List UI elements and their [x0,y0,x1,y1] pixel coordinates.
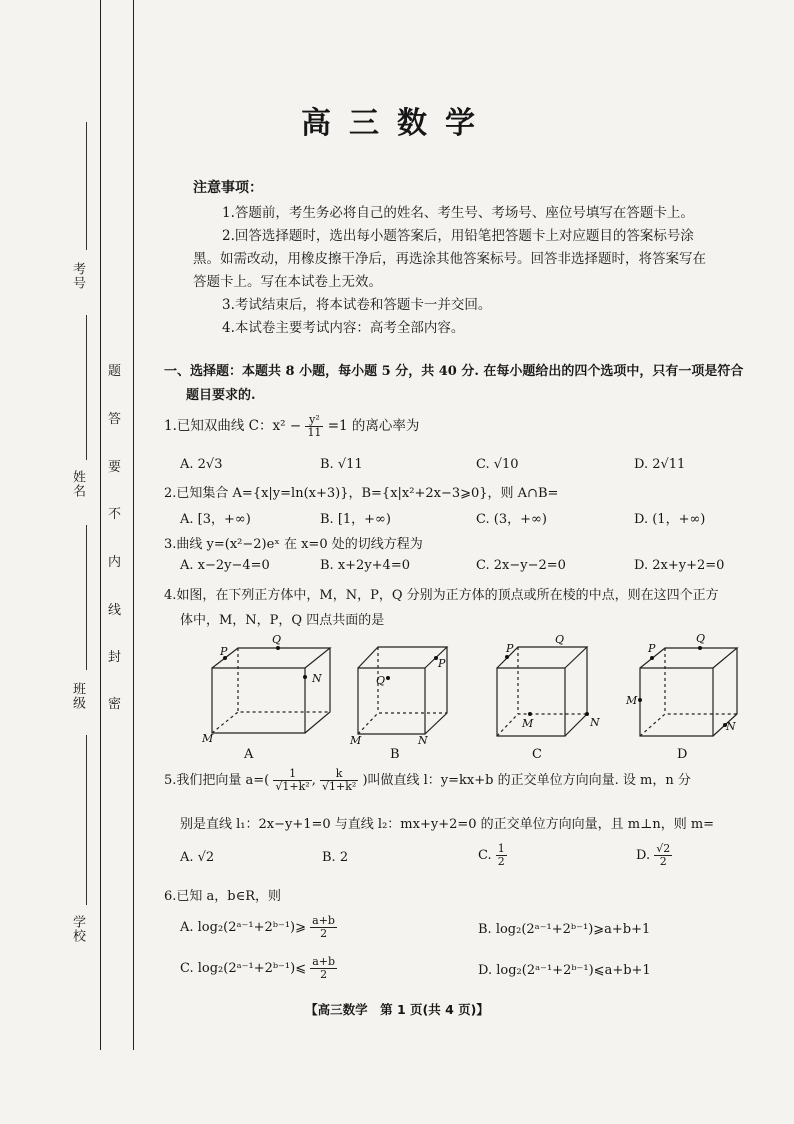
question-5-stem-b: )叫做直线 l：y=kx+b 的正交单位方向向量. 设 m，n 分 [362,773,691,788]
question-5-option-d-fraction [654,843,672,868]
cube-d [640,648,737,736]
seal-char-7: 封 [108,650,122,665]
question-4-stem: 4.如图，在下列正方体中，M，N，P，Q 分别为正方体的顶点或所在棱的中点，则在这四个正方 [164,588,719,603]
seal-char-1: 题 [108,364,122,379]
question-3-stem: 3.曲线 y=(x²−2)eˣ 在 x=0 处的切线方程为 [164,537,423,552]
seal-char-5: 内 [108,555,122,570]
cube-c-point-q: Q [555,633,565,646]
question-1-frac-num: y² [305,414,323,427]
question-6-option-a-den: 2 [320,927,328,940]
question-3-option-d: D. 2x+y+2=0 [634,558,725,573]
question-6-option-c-text: C. log₂(2ᵃ⁻¹+2ᵇ⁻¹)⩽ [180,961,307,976]
cube-b-point-q: Q [376,674,386,687]
question-6-option-c-den: 2 [320,968,328,981]
question-5-stem-a: 5.我们把向量 a=( [164,773,270,788]
binding-line-inner [133,0,134,1050]
question-5-f1-den: √1+k² [275,780,310,793]
question-1-option-b: B. √11 [320,457,363,472]
question-3-option-a: A. x−2y−4=0 [180,558,270,573]
question-1-stem [164,414,419,439]
cube-c-point-m: M [522,717,534,730]
question-6-option-a [180,915,337,940]
cube-d-point-p: P [648,642,656,655]
question-5-option-c-den: 2 [497,855,505,868]
notice-heading: 注意事项： [193,180,263,196]
cube-a-point-p: P [220,645,228,658]
question-2-option-d: D. (1，+∞) [634,512,706,527]
cube-c-point-n: N [590,716,600,729]
notice-item-2-end: 答题卡上。写在本试卷上无效。 [193,274,382,290]
cube-b-point-m: M [350,734,362,747]
field-underline-name[interactable] [86,315,87,460]
cube-a-point-n: N [312,672,322,685]
question-1-stem-a: 1.已知双曲线 C：x² − [164,418,302,434]
question-5-option-b: B. 2 [322,850,349,865]
question-5-stem: 5.我们把向量 a=( $\frac{1}{\text{√1+k²}}$ , $\frac{k}{\text{√1+k²}}$ )叫做直线 l：y=kx+b 的正交单位方向向量. 设 m，n 分 [164,767,691,793]
question-2-stem: 2.已知集合 A={x|y=ln(x+3)}，B={x|x²+2x−3⩾0}，则 A∩B= [164,486,559,501]
seal-char-8: 密 [108,697,122,712]
question-5-option-c-fraction [496,843,507,868]
question-2-option-c: C. (3，+∞) [476,512,547,527]
cube-a-point-m: M [202,732,214,745]
question-5-option-d [636,843,672,868]
question-6-option-a-num: a+b [312,914,335,927]
question-6-option-b: B. log₂(2ᵃ⁻¹+2ᵇ⁻¹)⩾a+b+1 [478,922,651,937]
seal-char-3: 要 [108,460,122,475]
question-5-option-c [478,843,507,868]
question-1-option-d: D. 2√11 [634,457,686,472]
question-5-option-d-num: √2 [656,842,671,855]
cube-b-point-p: P [438,657,446,670]
question-5-fraction-2 [320,768,358,793]
cube-c-label: C [532,747,542,762]
page-footer: 【高三数学 第 1 页(共 4 页)】 [305,1002,489,1017]
cube-b [358,647,447,734]
question-5-option-c-label: C. [478,848,492,863]
cube-a [212,648,330,733]
field-underline-school[interactable] [86,735,87,905]
question-5-fraction-1 [273,768,311,793]
question-5-option-a: A. √2 [180,850,215,865]
question-5-option-d-den: 2 [659,855,667,868]
cube-b-point-n: N [418,734,428,747]
cube-d-point-n: N [726,720,736,733]
question-2-option-a: A. [3，+∞) [180,512,251,527]
field-label-name: 姓名 [70,470,85,498]
question-1-option-a: A. 2√3 [180,457,223,472]
question-6-option-a-fraction [310,915,337,940]
field-label-school: 学校 [70,915,85,943]
question-3-option-c: C. 2x−y−2=0 [476,558,566,573]
notice-item-2-cont: 黑。如需改动，用橡皮擦干净后，再选涂其他答案标号。回答非选择题时，将答案写在 [193,251,706,267]
question-5-option-d-label: D. [636,848,651,863]
notice-item-3: 3.考试结束后，将本试卷和答题卡一并交回。 [222,297,492,313]
question-6-option-c [180,956,337,981]
page-title: 高三数学 [301,106,493,141]
question-5-f2-num: k [320,768,358,781]
cube-d-point-m: M [626,694,638,707]
question-6-stem: 6.已知 a，b∈R，则 [164,889,282,904]
question-1-option-c: C. √10 [476,457,519,472]
question-2-option-b: B. [1，+∞) [320,512,391,527]
cube-d-label: D [677,747,688,762]
cube-a-label: A [244,747,254,762]
question-4-stem-cont: 体中，M，N，P，Q 四点共面的是 [180,613,385,628]
seal-char-4: 不 [108,507,122,522]
cube-a-point-q: Q [272,633,282,646]
question-5-f1-num: 1 [273,768,311,781]
question-3-option-b: B. x+2y+4=0 [320,558,410,573]
notice-item-1: 1.答题前，考生务必将自己的姓名、考生号、考场号、座位号填写在答题卡上。 [222,205,694,221]
cube-figures [150,630,780,770]
section-heading-cont: 题目要求的. [186,388,256,403]
field-underline-class[interactable] [86,525,87,670]
question-5-option-c-num: 1 [497,842,505,855]
seal-char-6: 线 [108,603,122,618]
cube-c-point-p: P [506,642,514,655]
question-1-frac-den: 11 [307,426,322,439]
question-5-f2-den: √1+k² [321,780,357,793]
question-6-option-d: D. log₂(2ᵃ⁻¹+2ᵇ⁻¹)⩽a+b+1 [478,963,651,978]
question-6-option-a-text: A. log₂(2ᵃ⁻¹+2ᵇ⁻¹)⩾ [180,920,307,935]
question-6-option-c-num: a+b [312,955,336,968]
seal-char-2: 答 [108,412,122,427]
cube-c [497,647,587,736]
notice-item-4: 4.本试卷主要考试内容：高考全部内容。 [222,320,465,336]
notice-item-2: 2.回答选择题时，选出每小题答案后，用铅笔把答题卡上对应题目的答案标号涂 [222,228,694,244]
field-label-class: 班级 [70,682,85,710]
question-1-stem-b: =1 的离心率为 [327,418,420,434]
question-5-stem-cont: 别是直线 l₁：2x−y+1=0 与直线 l₂：mx+y+2=0 的正交单位方向向量，且 m⊥n，则 m= [180,817,715,832]
question-6-option-c-fraction [310,956,337,981]
question-1-fraction [305,414,323,439]
field-label-exam-no: 考号 [70,262,85,290]
cube-b-label: B [390,747,400,762]
section-heading: 一、选择题：本题共 8 小题，每小题 5 分，共 40 分. 在每小题给出的四个选项中，只有一项是符合 [164,364,744,379]
binding-line-outer [100,0,101,1050]
cube-d-point-q: Q [696,632,706,645]
